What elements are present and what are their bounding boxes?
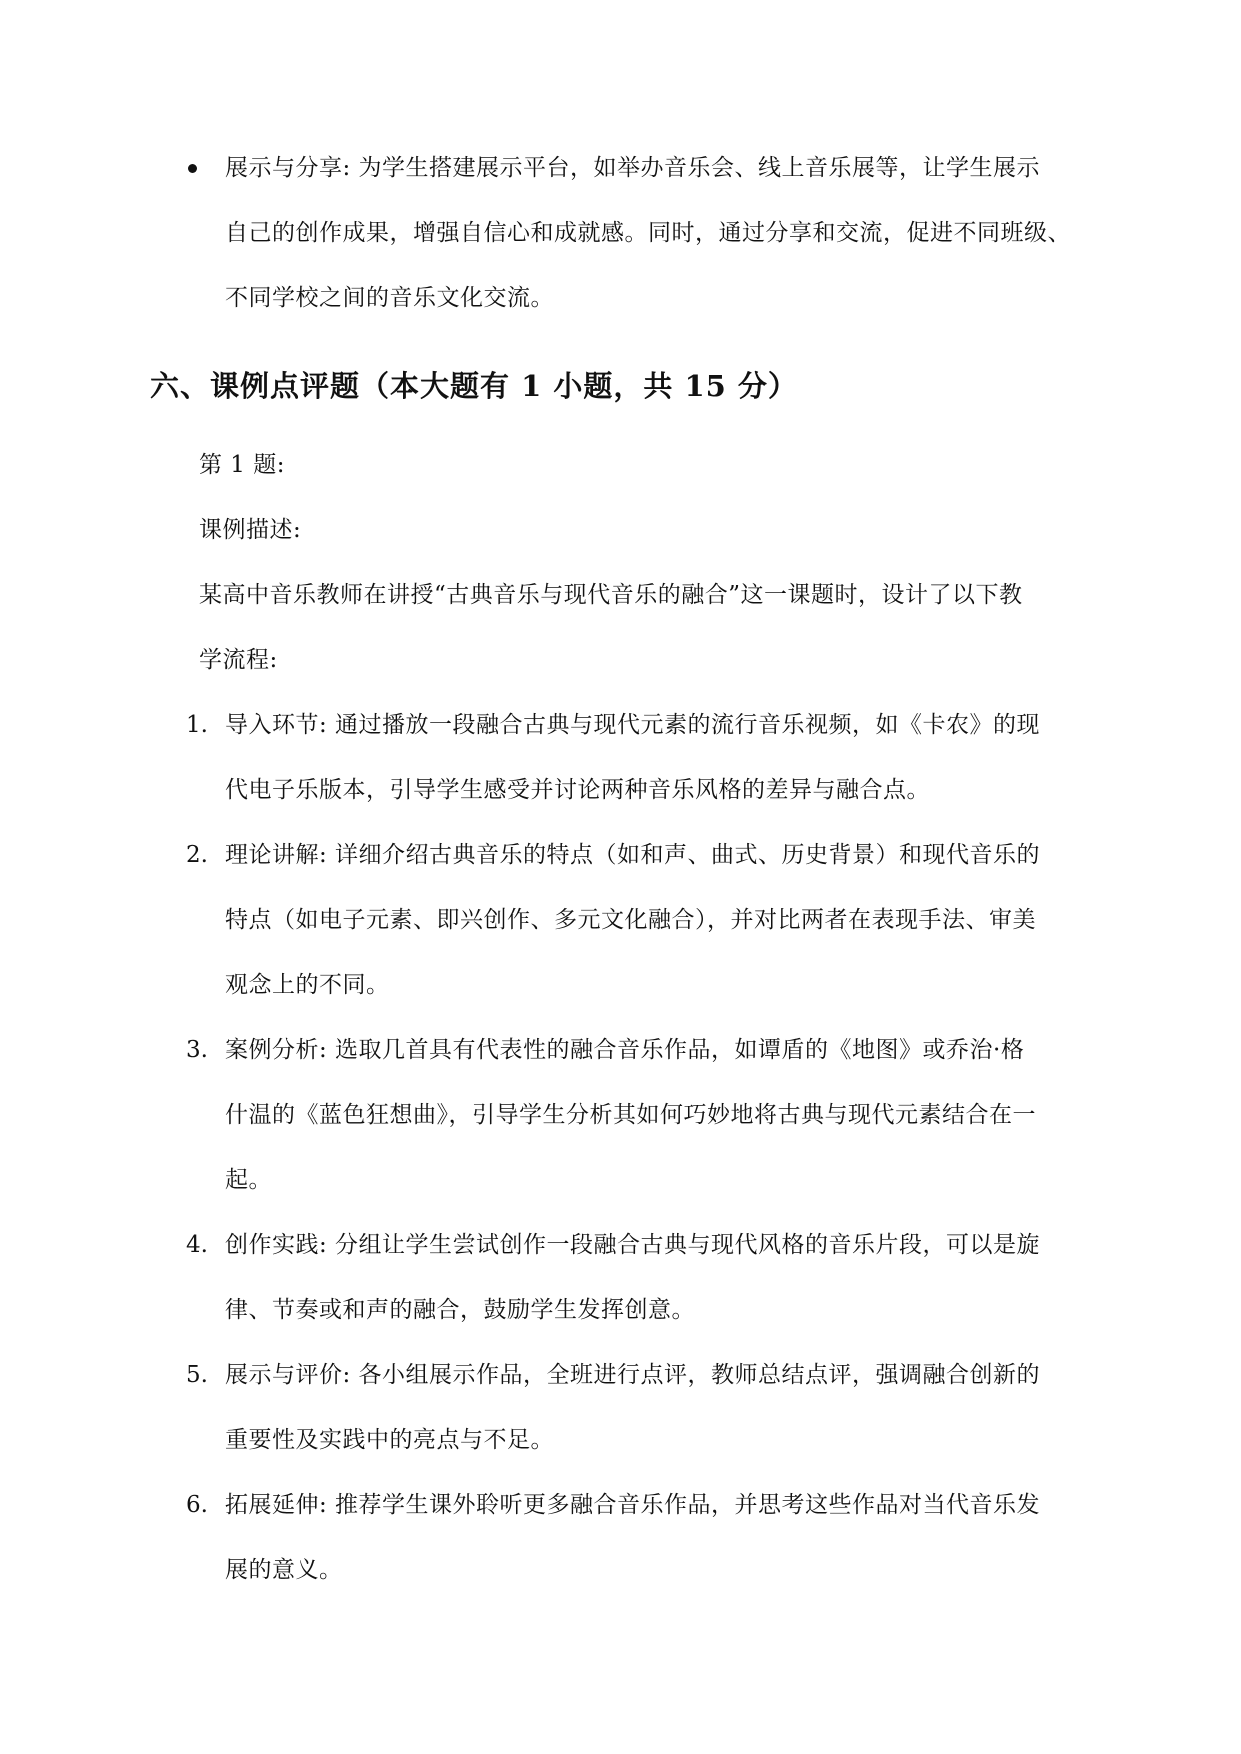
- step-3-line-1: 案例分析: 选取几首具有代表性的融合音乐作品，如谭盾的《地图》或乔治·格: [225, 1037, 1025, 1063]
- question-label: 第 1 题:: [199, 452, 286, 478]
- step-6-line-1: 拓展延伸: 推荐学生课外聆听更多融合音乐作品，并思考这些作品对当代音乐发: [225, 1492, 1041, 1518]
- step-4-line-1: 创作实践: 分组让学生尝试创作一段融合古典与现代风格的音乐片段，可以是旋: [225, 1232, 1041, 1258]
- bullet-line-2: 自己的创作成果，增强自信心和成就感。同时，通过分享和交流，促进不同班级、: [225, 220, 1071, 246]
- step-5-line-2: 重要性及实践中的亮点与不足。: [225, 1427, 554, 1453]
- step-2-line-2: 特点（如电子元素、即兴创作、多元文化融合），并对比两者在表现手法、审美: [225, 907, 1036, 933]
- bullet-line-1: 展示与分享: 为学生搭建展示平台，如举办音乐会、线上音乐展等，让学生展示: [225, 155, 1041, 181]
- step-2-line-3: 观念上的不同。: [225, 972, 390, 998]
- step-3-line-3: 起。: [225, 1167, 272, 1193]
- step-number: 5.: [186, 1362, 208, 1388]
- step-2-line-1: 理论讲解: 详细介绍古典音乐的特点（如和声、曲式、历史背景）和现代音乐的: [225, 842, 1041, 868]
- step-1-line-1: 导入环节: 通过播放一段融合古典与现代元素的流行音乐视频，如《卡农》的现: [225, 712, 1041, 738]
- section-heading: 六、课例点评题（本大题有 1 小题，共 15 分）: [150, 369, 798, 403]
- step-4-line-2: 律、节奏或和声的融合，鼓励学生发挥创意。: [225, 1297, 695, 1323]
- bullet-dot-icon: [188, 164, 197, 173]
- step-number: 6.: [186, 1492, 208, 1518]
- intro-line-2: 学流程:: [199, 647, 278, 673]
- step-6-line-2: 展的意义。: [225, 1557, 343, 1583]
- step-number: 2.: [186, 842, 208, 868]
- step-number: 4.: [186, 1232, 208, 1258]
- bullet-line-3: 不同学校之间的音乐文化交流。: [225, 285, 554, 311]
- case-label: 课例描述:: [199, 517, 302, 543]
- step-number: 3.: [186, 1037, 208, 1063]
- step-1-line-2: 代电子乐版本，引导学生感受并讨论两种音乐风格的差异与融合点。: [225, 777, 930, 803]
- step-3-line-2: 什温的《蓝色狂想曲》，引导学生分析其如何巧妙地将古典与现代元素结合在一: [225, 1102, 1036, 1128]
- step-5-line-1: 展示与评价: 各小组展示作品，全班进行点评，教师总结点评，强调融合创新的: [225, 1362, 1041, 1388]
- intro-line-1: 某高中音乐教师在讲授“古典音乐与现代音乐的融合”这一课题时，设计了以下教: [199, 582, 1023, 608]
- step-number: 1.: [186, 712, 208, 738]
